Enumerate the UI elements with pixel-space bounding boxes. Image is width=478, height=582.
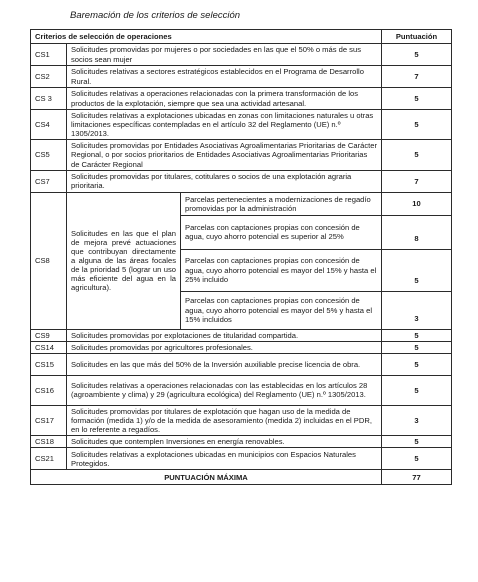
table-row <box>31 405 452 435</box>
criterion-points: 3 <box>382 405 452 435</box>
subcriterion-text: Parcelas con captaciones propias con concesión de agua, cuyo ahorro potencial es mayor del 15% y hasta el 25% incluido <box>181 249 382 291</box>
criterion-text: Solicitudes relativas a sectores estratégicos establecidos en el Programa de Desarrollo Rural. <box>67 66 382 88</box>
criterion-points: 5 <box>382 436 452 448</box>
table-caption: Baremación de los criterios de selección <box>70 10 241 21</box>
criterion-text: Solicitudes promovidas por Entidades Asociativas Agroalimentarias Prioritarias de Carácter Regional, o por socios prioritarios de Entidades Asociativas Agroalimentarias Prioritarias de Carácter Regional <box>67 140 382 170</box>
criterion-text: Solicitudes relativas a operaciones relacionadas con la primera transformación de los productos de la explotación, siempre que sea una actividad artesanal. <box>67 88 382 110</box>
criterion-points: 5 <box>382 341 452 353</box>
table-row <box>31 66 452 88</box>
criterion-code: CS21 <box>31 448 67 470</box>
table-row <box>31 140 452 170</box>
criterion-text: Solicitudes promovidas por mujeres o por sociedades en las que el 50% o más de sus socios sean mujer <box>67 44 382 66</box>
criterion-text: Solicitudes promovidas por agricultores profesionales. <box>67 341 382 353</box>
criterion-code: CS16 <box>31 375 67 405</box>
total-row <box>31 470 452 485</box>
criterion-code: CS17 <box>31 405 67 435</box>
subcriterion-text: Parcelas con captaciones propias con concesión de agua, cuyo ahorro potencial es superior al 25% <box>181 215 382 249</box>
criterion-text: Solicitudes promovidas por titulares de explotación que hagan uso de la medida de formación (medida 1) y/o de la medida de asesoramiento (medida 2) incluidas en el PDR, en lo referente a regadíos. <box>67 405 382 435</box>
table-row <box>31 448 452 470</box>
criterion-code: CS15 <box>31 353 67 375</box>
criterion-points: 5 <box>382 353 452 375</box>
table-row <box>31 329 452 341</box>
table-row <box>31 44 452 66</box>
criterion-text: Solicitudes en las que más del 50% de la Inversión auxiliable precise licencia de obra. <box>67 353 382 375</box>
criterion-points: 5 <box>382 375 452 405</box>
table-row <box>31 192 452 215</box>
subcriterion-points: 10 <box>382 192 452 215</box>
table-row <box>31 110 452 140</box>
criterion-text: Solicitudes promovidas por titulares, cotitulares o socios de una explotación agraria prioritaria. <box>67 170 382 192</box>
table-body <box>31 44 452 485</box>
criterion-text: Solicitudes relativas a explotaciones ubicadas en zonas con limitaciones naturales u otras limitaciones específicas contempladas en el artículo 32 del Reglamento (UE) n.º 1305/2013. <box>67 110 382 140</box>
criterion-text: Solicitudes relativas a explotaciones ubicadas en municipios con Espacios Naturales Protegidos. <box>67 448 382 470</box>
criterion-points: 5 <box>382 140 452 170</box>
table-row <box>31 88 452 110</box>
criterion-code: CS9 <box>31 329 67 341</box>
table-row <box>31 375 452 405</box>
criterion-points: 5 <box>382 329 452 341</box>
table-row <box>31 436 452 448</box>
total-label: PUNTUACIÓN MÁXIMA <box>31 470 382 485</box>
criterion-code: CS1 <box>31 44 67 66</box>
criterion-points: 5 <box>382 44 452 66</box>
subcriterion-text: Parcelas con captaciones propias con concesión de agua, cuyo ahorro potencial es mayor del 5% y hasta el 15% incluidos <box>181 291 382 329</box>
criterion-points: 7 <box>382 170 452 192</box>
table-row <box>31 341 452 353</box>
criterion-points: 5 <box>382 448 452 470</box>
criterion-text: Solicitudes en las que el plan de mejora prevé actuaciones que contribuyan directamente a alguna de las áreas focales de la prioridad 5 (lograr un uso más eficiente del agua en la agricultura). <box>67 192 181 329</box>
subcriterion-points: 8 <box>382 215 452 249</box>
criterion-points: 5 <box>382 88 452 110</box>
total-points: 77 <box>382 470 452 485</box>
criterion-code: CS4 <box>31 110 67 140</box>
table-row <box>31 353 452 375</box>
criterion-code: CS 3 <box>31 88 67 110</box>
table-row <box>31 170 452 192</box>
subcriterion-points: 3 <box>382 291 452 329</box>
criterion-text: Solicitudes que contemplen Inversiones en energía renovables. <box>67 436 382 448</box>
criterion-code: CS18 <box>31 436 67 448</box>
criterion-code: CS5 <box>31 140 67 170</box>
header-criteria: Criterios de selección de operaciones <box>31 30 382 44</box>
criterion-code: CS7 <box>31 170 67 192</box>
criteria-table <box>30 29 452 485</box>
table-header-row <box>31 30 452 44</box>
header-points: Puntuación <box>382 30 452 44</box>
criterion-code: CS8 <box>31 192 67 329</box>
criterion-points: 5 <box>382 110 452 140</box>
criterion-code: CS14 <box>31 341 67 353</box>
criterion-text: Solicitudes relativas a operaciones relacionadas con las establecidas en los artículos 28 (agroambiente y clima) y 29 (agricultura ecológica) del Reglamento (UE) n.º 1305/2013. <box>67 375 382 405</box>
criterion-points: 7 <box>382 66 452 88</box>
subcriterion-points: 5 <box>382 249 452 291</box>
criterion-code: CS2 <box>31 66 67 88</box>
subcriterion-text: Parcelas pertenecientes a modernizaciones de regadío promovidas por la administración <box>181 192 382 215</box>
criterion-text: Solicitudes promovidas por explotaciones de titularidad compartida. <box>67 329 382 341</box>
